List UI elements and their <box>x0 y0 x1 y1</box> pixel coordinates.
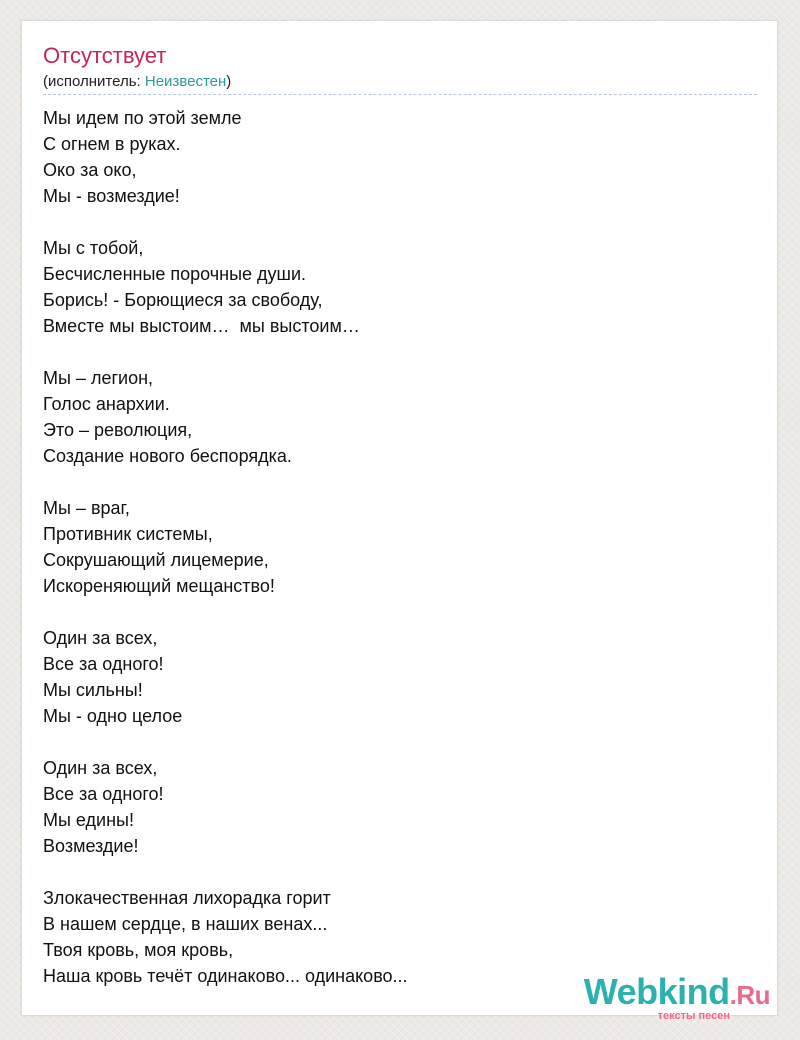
lyric-line: Противник системы, <box>43 524 213 544</box>
lyric-line: Мы – легион, <box>43 368 154 388</box>
lyric-line: Голос анархии. <box>43 394 170 414</box>
lyric-line: Мы с тобой, <box>43 238 144 258</box>
watermark-tagline: тексты песен <box>657 1010 730 1022</box>
watermark-logo <box>580 973 770 1014</box>
song-title: Отсутствует <box>43 43 167 68</box>
stanza-5 <box>43 625 743 729</box>
lyric-line: С огнем в руках. <box>43 134 181 154</box>
lyric-line: Око за око, <box>43 160 137 180</box>
watermark-tld: .Ru <box>729 980 770 1010</box>
lyric-line: Сокрушающий лицемерие, <box>43 550 269 570</box>
lyric-line: Бесчисленные порочные души. <box>43 264 307 284</box>
lyric-line: Все за одного! <box>43 784 164 804</box>
lyric-line: Мы - одно целое <box>43 706 183 726</box>
lyric-line: Один за всех, <box>43 628 158 648</box>
lyric-line: Твоя кровь, моя кровь, <box>43 940 234 960</box>
artist-suffix: ) <box>226 73 232 90</box>
stanza-3 <box>43 365 743 469</box>
lyric-line: Мы сильны! <box>43 680 143 700</box>
stanza-6 <box>43 755 743 859</box>
lyric-line: Борись! - Борющиеся за свободу, <box>43 290 323 310</box>
lyric-line: Мы - возмездие! <box>43 186 180 206</box>
stanza-4 <box>43 495 743 599</box>
watermark-brand: Webkind <box>583 971 730 1012</box>
lyric-line: Один за всех, <box>43 758 158 778</box>
lyric-line: В нашем сердце, в наших венах... <box>43 914 328 934</box>
artist-line <box>43 73 231 91</box>
artist-link[interactable]: Неизвестен <box>144 73 227 90</box>
lyric-line: Все за одного! <box>43 654 164 674</box>
artist-prefix: (исполнитель: <box>43 73 145 90</box>
lyric-line: Возмездие! <box>43 836 139 856</box>
lyrics-card <box>21 20 778 1016</box>
lyric-line: Создание нового беспорядка. <box>43 446 292 466</box>
lyric-line: Это – революция, <box>43 420 193 440</box>
webkind-watermark <box>580 973 770 1021</box>
lyric-line: Наша кровь течёт одинаково... одинаково... <box>43 966 408 986</box>
lyric-line: Мы идем по этой земле <box>43 108 242 128</box>
lyric-line: Мы едины! <box>43 810 134 830</box>
stanza-1 <box>43 105 743 209</box>
lyric-line: Вместе мы выстоим… мы выстоим… <box>43 316 360 336</box>
lyrics-body <box>43 105 743 1015</box>
title-divider <box>43 94 757 95</box>
lyric-line: Мы – враг, <box>43 498 130 518</box>
lyric-line: Злокачественная лихорадка горит <box>43 888 331 908</box>
lyric-line: Искореняющий мещанство! <box>43 576 275 596</box>
stanza-2 <box>43 235 743 339</box>
